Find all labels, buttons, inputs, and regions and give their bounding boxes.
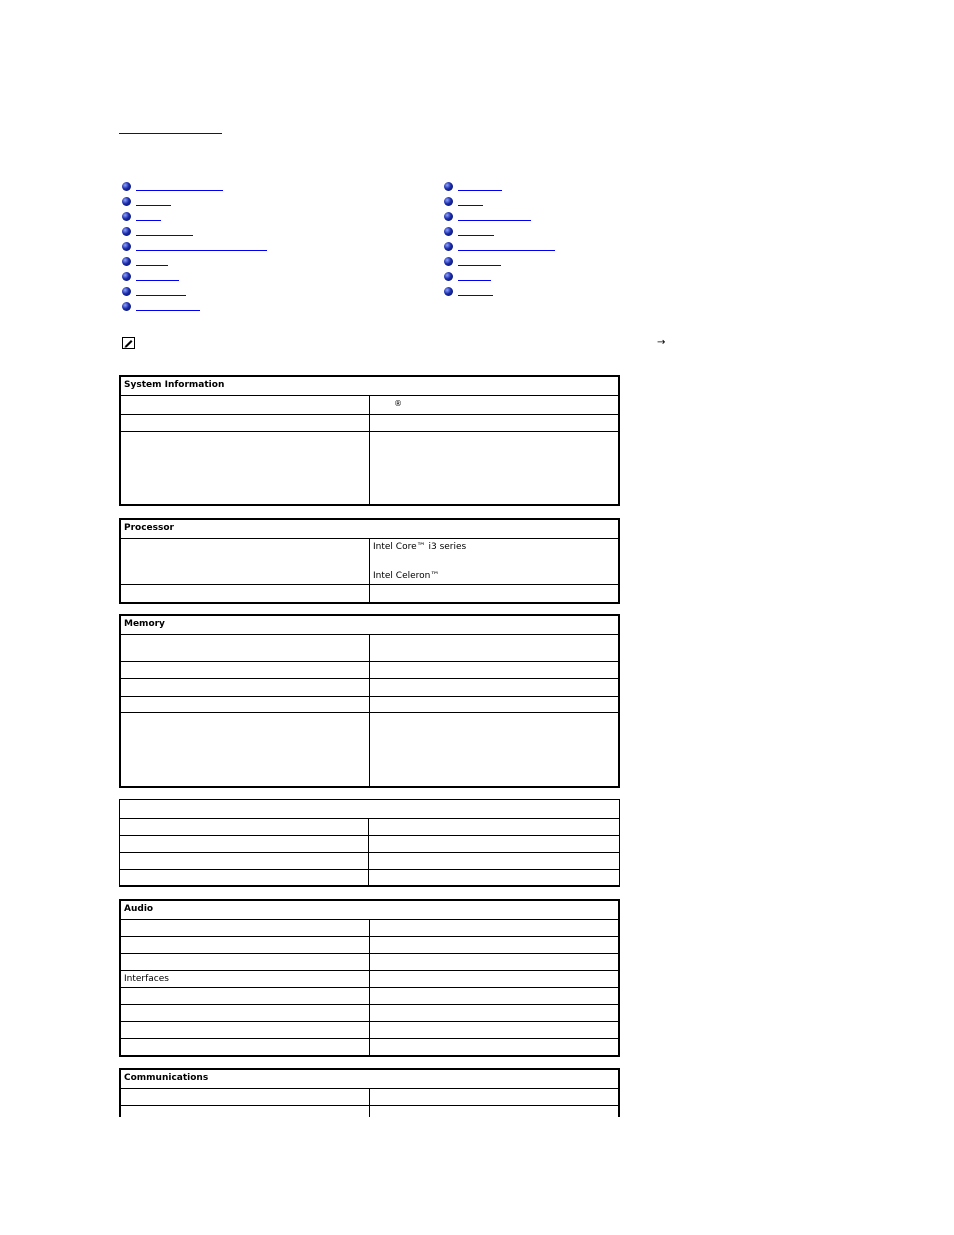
toc-item[interactable]: [122, 227, 202, 239]
table-row: [121, 414, 618, 431]
table-row: [121, 987, 618, 1004]
bullet-icon: [122, 272, 131, 281]
table-row: [121, 970, 618, 987]
table-row: [120, 852, 619, 869]
row-label: [120, 853, 369, 869]
bullet-icon: [122, 227, 131, 236]
table-row: [121, 1038, 618, 1055]
row-value: [369, 836, 619, 852]
row-value: [370, 415, 618, 431]
table-row: [121, 584, 618, 602]
toc-item[interactable]: [122, 242, 272, 254]
row-value: [370, 679, 618, 696]
row-label: [120, 836, 369, 852]
row-label: [120, 870, 369, 885]
row-value: [370, 432, 618, 504]
table-row: [121, 538, 618, 584]
processor-table: [119, 518, 620, 604]
bullet-icon: [444, 287, 453, 296]
toc-item[interactable]: [122, 212, 182, 224]
table-header: System Information: [124, 380, 225, 390]
system-information-table: [119, 375, 620, 506]
row-label: [121, 396, 370, 414]
row-value: [369, 819, 619, 835]
table-header: Processor: [124, 523, 174, 533]
table-row: [121, 936, 618, 953]
row-label: [121, 713, 370, 786]
row-label: [121, 679, 370, 696]
note-icon: [122, 337, 135, 349]
toc-item[interactable]: [122, 257, 182, 269]
row-label: [121, 432, 370, 504]
row-value: [370, 920, 618, 936]
toc-item[interactable]: [444, 227, 504, 239]
table-row: [121, 661, 618, 678]
table-row: [121, 1004, 618, 1021]
bullet-icon: [444, 197, 453, 206]
row-value: [370, 988, 618, 1004]
table-row: [120, 869, 619, 885]
toc-item[interactable]: [444, 242, 564, 254]
row-label: [121, 988, 370, 1004]
toc-item[interactable]: [122, 182, 232, 194]
table-row: [121, 919, 618, 936]
row-value: [370, 1039, 618, 1055]
table-row: [121, 1088, 618, 1105]
toc-item[interactable]: [444, 257, 514, 269]
table-header: Audio: [124, 904, 154, 914]
table-row: [121, 395, 618, 414]
row-label: [121, 937, 370, 953]
processor-type: Intel Celeron™: [373, 571, 440, 581]
table-row: [121, 953, 618, 970]
processor-type: Intel Core™ i3 series: [373, 542, 467, 552]
row-value: [370, 954, 618, 970]
top-link[interactable]: [119, 125, 222, 134]
bullet-icon: [122, 182, 131, 191]
table-row: [121, 678, 618, 696]
row-value: [370, 697, 618, 712]
row-value: [369, 853, 619, 869]
bullet-icon: [444, 272, 453, 281]
toc-item[interactable]: [122, 287, 192, 299]
registered-mark: ®: [394, 399, 402, 408]
bullet-icon: [122, 242, 131, 251]
toc-item[interactable]: [444, 212, 544, 224]
table-row: [121, 431, 618, 504]
row-label: [121, 954, 370, 970]
table-header: [120, 800, 619, 818]
table-row: [121, 1021, 618, 1038]
toc-item[interactable]: [122, 302, 212, 314]
toc-item[interactable]: [122, 197, 182, 209]
bullet-icon: [444, 212, 453, 221]
row-label: [121, 1039, 370, 1055]
video-table: [119, 799, 620, 887]
row-value: [369, 870, 619, 885]
row-label: [121, 1005, 370, 1021]
row-value: [370, 1089, 618, 1105]
bullet-icon: [444, 257, 453, 266]
interfaces-label: Interfaces: [121, 971, 370, 987]
row-label: [121, 920, 370, 936]
row-label: [121, 415, 370, 431]
table-row: [121, 696, 618, 712]
row-value: [370, 635, 618, 661]
toc-item[interactable]: [444, 197, 494, 209]
arrow-icon: →: [657, 337, 666, 348]
row-value: [370, 662, 618, 678]
row-value: [370, 1106, 618, 1117]
table-row: [120, 835, 619, 852]
bullet-icon: [444, 242, 453, 251]
toc-item[interactable]: [444, 182, 514, 194]
toc-item[interactable]: [122, 272, 192, 284]
bullet-icon: [444, 182, 453, 191]
row-label: [120, 819, 369, 835]
memory-table: [119, 614, 620, 788]
bullet-icon: [122, 302, 131, 311]
bullet-icon: [122, 287, 131, 296]
table-row: [121, 634, 618, 661]
table-row: [121, 1105, 618, 1117]
row-label: [121, 1106, 370, 1117]
row-label: [121, 539, 370, 584]
bullet-icon: [122, 197, 131, 206]
table-header: Communications: [124, 1073, 209, 1083]
row-value: [370, 539, 618, 584]
row-label: [121, 585, 370, 602]
row-value: [370, 937, 618, 953]
row-value: [370, 585, 618, 602]
row-label: [121, 1089, 370, 1105]
row-value: [370, 396, 618, 414]
audio-table: [119, 899, 620, 1057]
row-label: [121, 697, 370, 712]
toc-item[interactable]: [444, 287, 504, 299]
table-header: Memory: [124, 619, 165, 629]
row-value: [370, 1005, 618, 1021]
row-value: [370, 713, 618, 786]
table-row: [120, 818, 619, 835]
row-value: [370, 971, 618, 987]
row-label: [121, 1022, 370, 1038]
bullet-icon: [122, 257, 131, 266]
bullet-icon: [122, 212, 131, 221]
row-value: [370, 1022, 618, 1038]
row-label: [121, 635, 370, 661]
toc-item[interactable]: [444, 272, 504, 284]
communications-table: [119, 1068, 620, 1117]
table-row: [121, 712, 618, 786]
bullet-icon: [444, 227, 453, 236]
row-label: [121, 662, 370, 678]
